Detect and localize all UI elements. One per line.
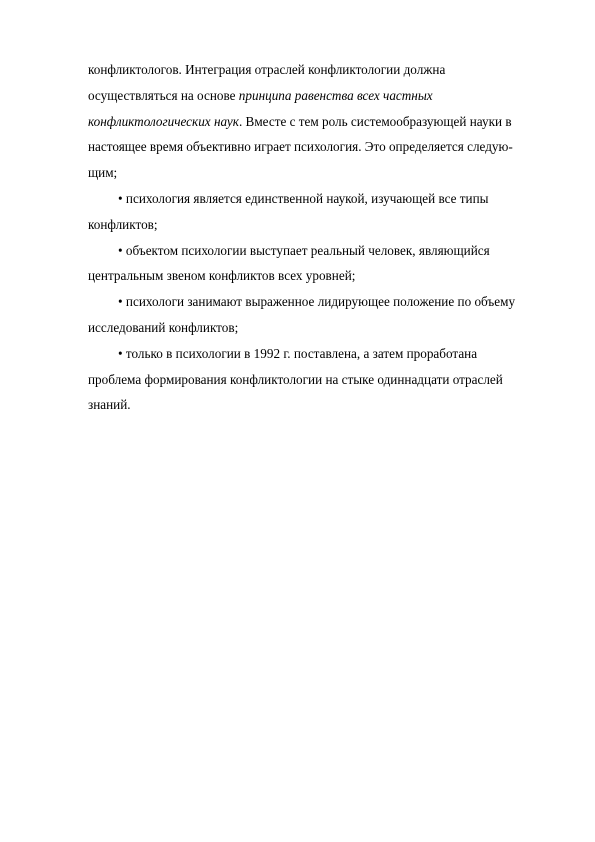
text-line bbox=[88, 109, 548, 135]
bullet-text-line: проблема формирования конфликтологии на стыке одиннадцати отраслей bbox=[88, 371, 503, 387]
bullet-list bbox=[88, 186, 548, 418]
bullet-text-line: • психологи занимают выраженное лидирующее положение по объему bbox=[118, 294, 516, 310]
bullet-text-line: • объектом психологии выступает реальный человек, являющийся bbox=[118, 242, 490, 258]
intro-paragraph bbox=[88, 57, 548, 186]
bullet-text-line: центральным звеном конфликтов всех уровней; bbox=[88, 268, 356, 284]
bullet-text-line: конфликтов; bbox=[88, 216, 158, 232]
text-line: щим; bbox=[88, 165, 118, 181]
text-fragment: . Вместе с тем роль системообразующей науки в bbox=[238, 113, 512, 129]
bullet-item bbox=[88, 186, 548, 238]
bullet-item bbox=[88, 238, 548, 290]
bullet-item bbox=[88, 341, 548, 418]
bullet-text-line: • только в психологии в 1992 г. поставлена, а затем проработана bbox=[118, 345, 478, 361]
bullet-text-line: знаний. bbox=[88, 397, 131, 413]
emphasized-text: конфликтологических наук bbox=[88, 113, 239, 129]
text-line bbox=[88, 83, 548, 109]
body-text bbox=[88, 57, 548, 418]
text-line: настоящее время объективно играет психология. Это определяется следую- bbox=[88, 139, 513, 155]
bullet-text-line: • психология является единственной наукой, изучающей все типы bbox=[118, 190, 489, 206]
bullet-item bbox=[88, 289, 548, 341]
emphasized-text: принципа равенства всех частных bbox=[238, 87, 433, 103]
bullet-text-line: исследований конфликтов; bbox=[88, 319, 239, 335]
text-line: конфликтологов. Интеграция отраслей конфликтологии должна bbox=[88, 62, 446, 77]
text-fragment: осуществляться на основе bbox=[88, 87, 239, 103]
